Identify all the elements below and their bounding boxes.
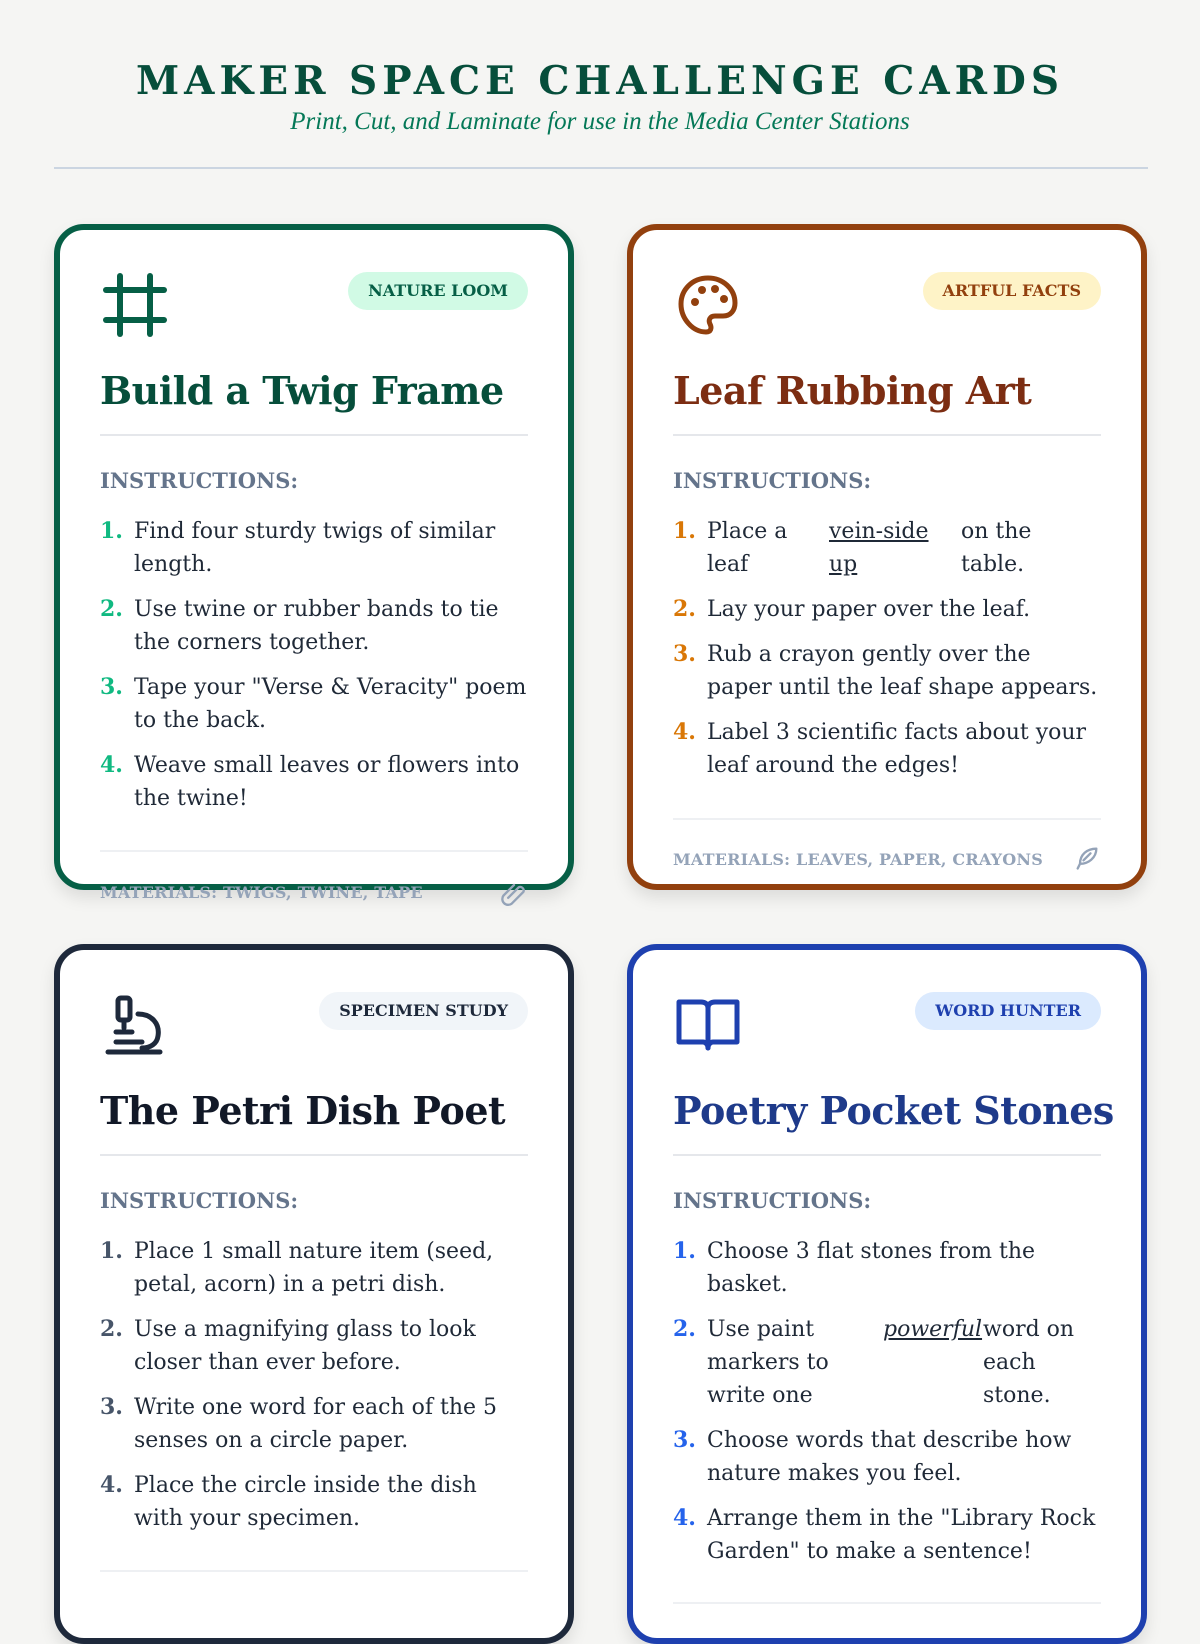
footer-divider (100, 850, 528, 852)
instruction-list (100, 1235, 528, 1547)
card-title: Leaf Rubbing Art (673, 368, 1032, 413)
instructions-heading: INSTRUCTIONS: (100, 1188, 299, 1213)
title-divider (673, 434, 1101, 436)
grid-hash-icon (102, 272, 168, 338)
category-badge: NATURE LOOM (348, 272, 528, 310)
instruction-step: 1. Choose 3 flat stones from the basket. (673, 1238, 1036, 1297)
instruction-step: 2. Use paint markers to write one powerful word on each stone. (673, 1313, 1101, 1412)
title-divider (100, 434, 528, 436)
instructions-heading: INSTRUCTIONS: (100, 468, 299, 493)
challenge-card-leaf-rubbing (627, 224, 1147, 890)
footer-divider (100, 1570, 528, 1572)
page-title: MAKER SPACE CHALLENGE CARDS (136, 58, 1064, 104)
instruction-step: 4. Label 3 scientific facts about your leaf around the edges! (673, 719, 1087, 778)
instruction-step: 1. Place a leaf vein-side up on the table. (673, 515, 1101, 581)
instruction-step: 1. Find four sturdy twigs of similar length. (100, 518, 496, 577)
challenge-card-petri-dish (54, 944, 574, 1644)
category-badge: WORD HUNTER (915, 992, 1101, 1030)
card-title: Build a Twig Frame (100, 368, 504, 413)
microscope-icon (102, 992, 168, 1058)
instruction-step: 2. Use twine or rubber bands to tie the corners together. (100, 596, 499, 655)
title-divider (673, 1154, 1101, 1156)
palette-icon (675, 272, 741, 338)
instruction-step: 1. Place 1 small nature item (seed, petal, acorn) in a petri dish. (100, 1238, 494, 1297)
instruction-step: 3. Tape your "Verse & Veracity" poem to the back. (100, 674, 527, 733)
materials-list: MATERIALS: LEAVES, PAPER, CRAYONS (673, 850, 1043, 869)
instruction-step: 3. Choose words that describe how nature makes you feel. (673, 1427, 1072, 1486)
card-title: The Petri Dish Poet (100, 1088, 506, 1133)
feather-icon (1073, 844, 1101, 872)
paperclip-icon (500, 878, 528, 906)
open-book-icon (675, 992, 741, 1058)
instruction-step: 4. Place the circle inside the dish with your specimen. (100, 1472, 477, 1531)
instruction-step: 2. Use a magnifying glass to look closer than ever before. (100, 1316, 476, 1375)
header-divider (54, 167, 1148, 169)
materials-list: MATERIALS: TWIGS, TWINE, TAPE (100, 883, 423, 902)
instruction-list (673, 515, 1101, 794)
footer-divider (673, 818, 1101, 820)
instruction-step: 3. Rub a crayon gently over the paper until the leaf shape appears. (673, 641, 1098, 700)
title-divider (100, 1154, 528, 1156)
instructions-heading: INSTRUCTIONS: (673, 468, 872, 493)
category-badge: ARTFUL FACTS (923, 272, 1102, 310)
instruction-step: 4. Weave small leaves or flowers into the twine! (100, 752, 520, 811)
instruction-step: 3. Write one word for each of the 5 senses on a circle paper. (100, 1394, 498, 1453)
instruction-step: 2. Lay your paper over the leaf. (673, 596, 1031, 622)
instruction-list (673, 1235, 1101, 1580)
emphasized-word: powerful (883, 1317, 983, 1342)
emphasized-phrase: vein-side up (829, 519, 929, 577)
footer-divider (673, 1602, 1101, 1604)
challenge-card-twig-frame (54, 224, 574, 902)
card-title: Poetry Pocket Stones (673, 1088, 1114, 1133)
instructions-heading: INSTRUCTIONS: (673, 1188, 872, 1213)
instruction-step: 4. Arrange them in the "Library Rock Garden" to make a sentence! (673, 1505, 1096, 1564)
page-subtitle: Print, Cut, and Laminate for use in the Media Center Stations (290, 108, 910, 135)
challenge-card-pocket-stones (627, 944, 1147, 1644)
instruction-list (100, 515, 528, 827)
category-badge: SPECIMEN STUDY (319, 992, 528, 1030)
